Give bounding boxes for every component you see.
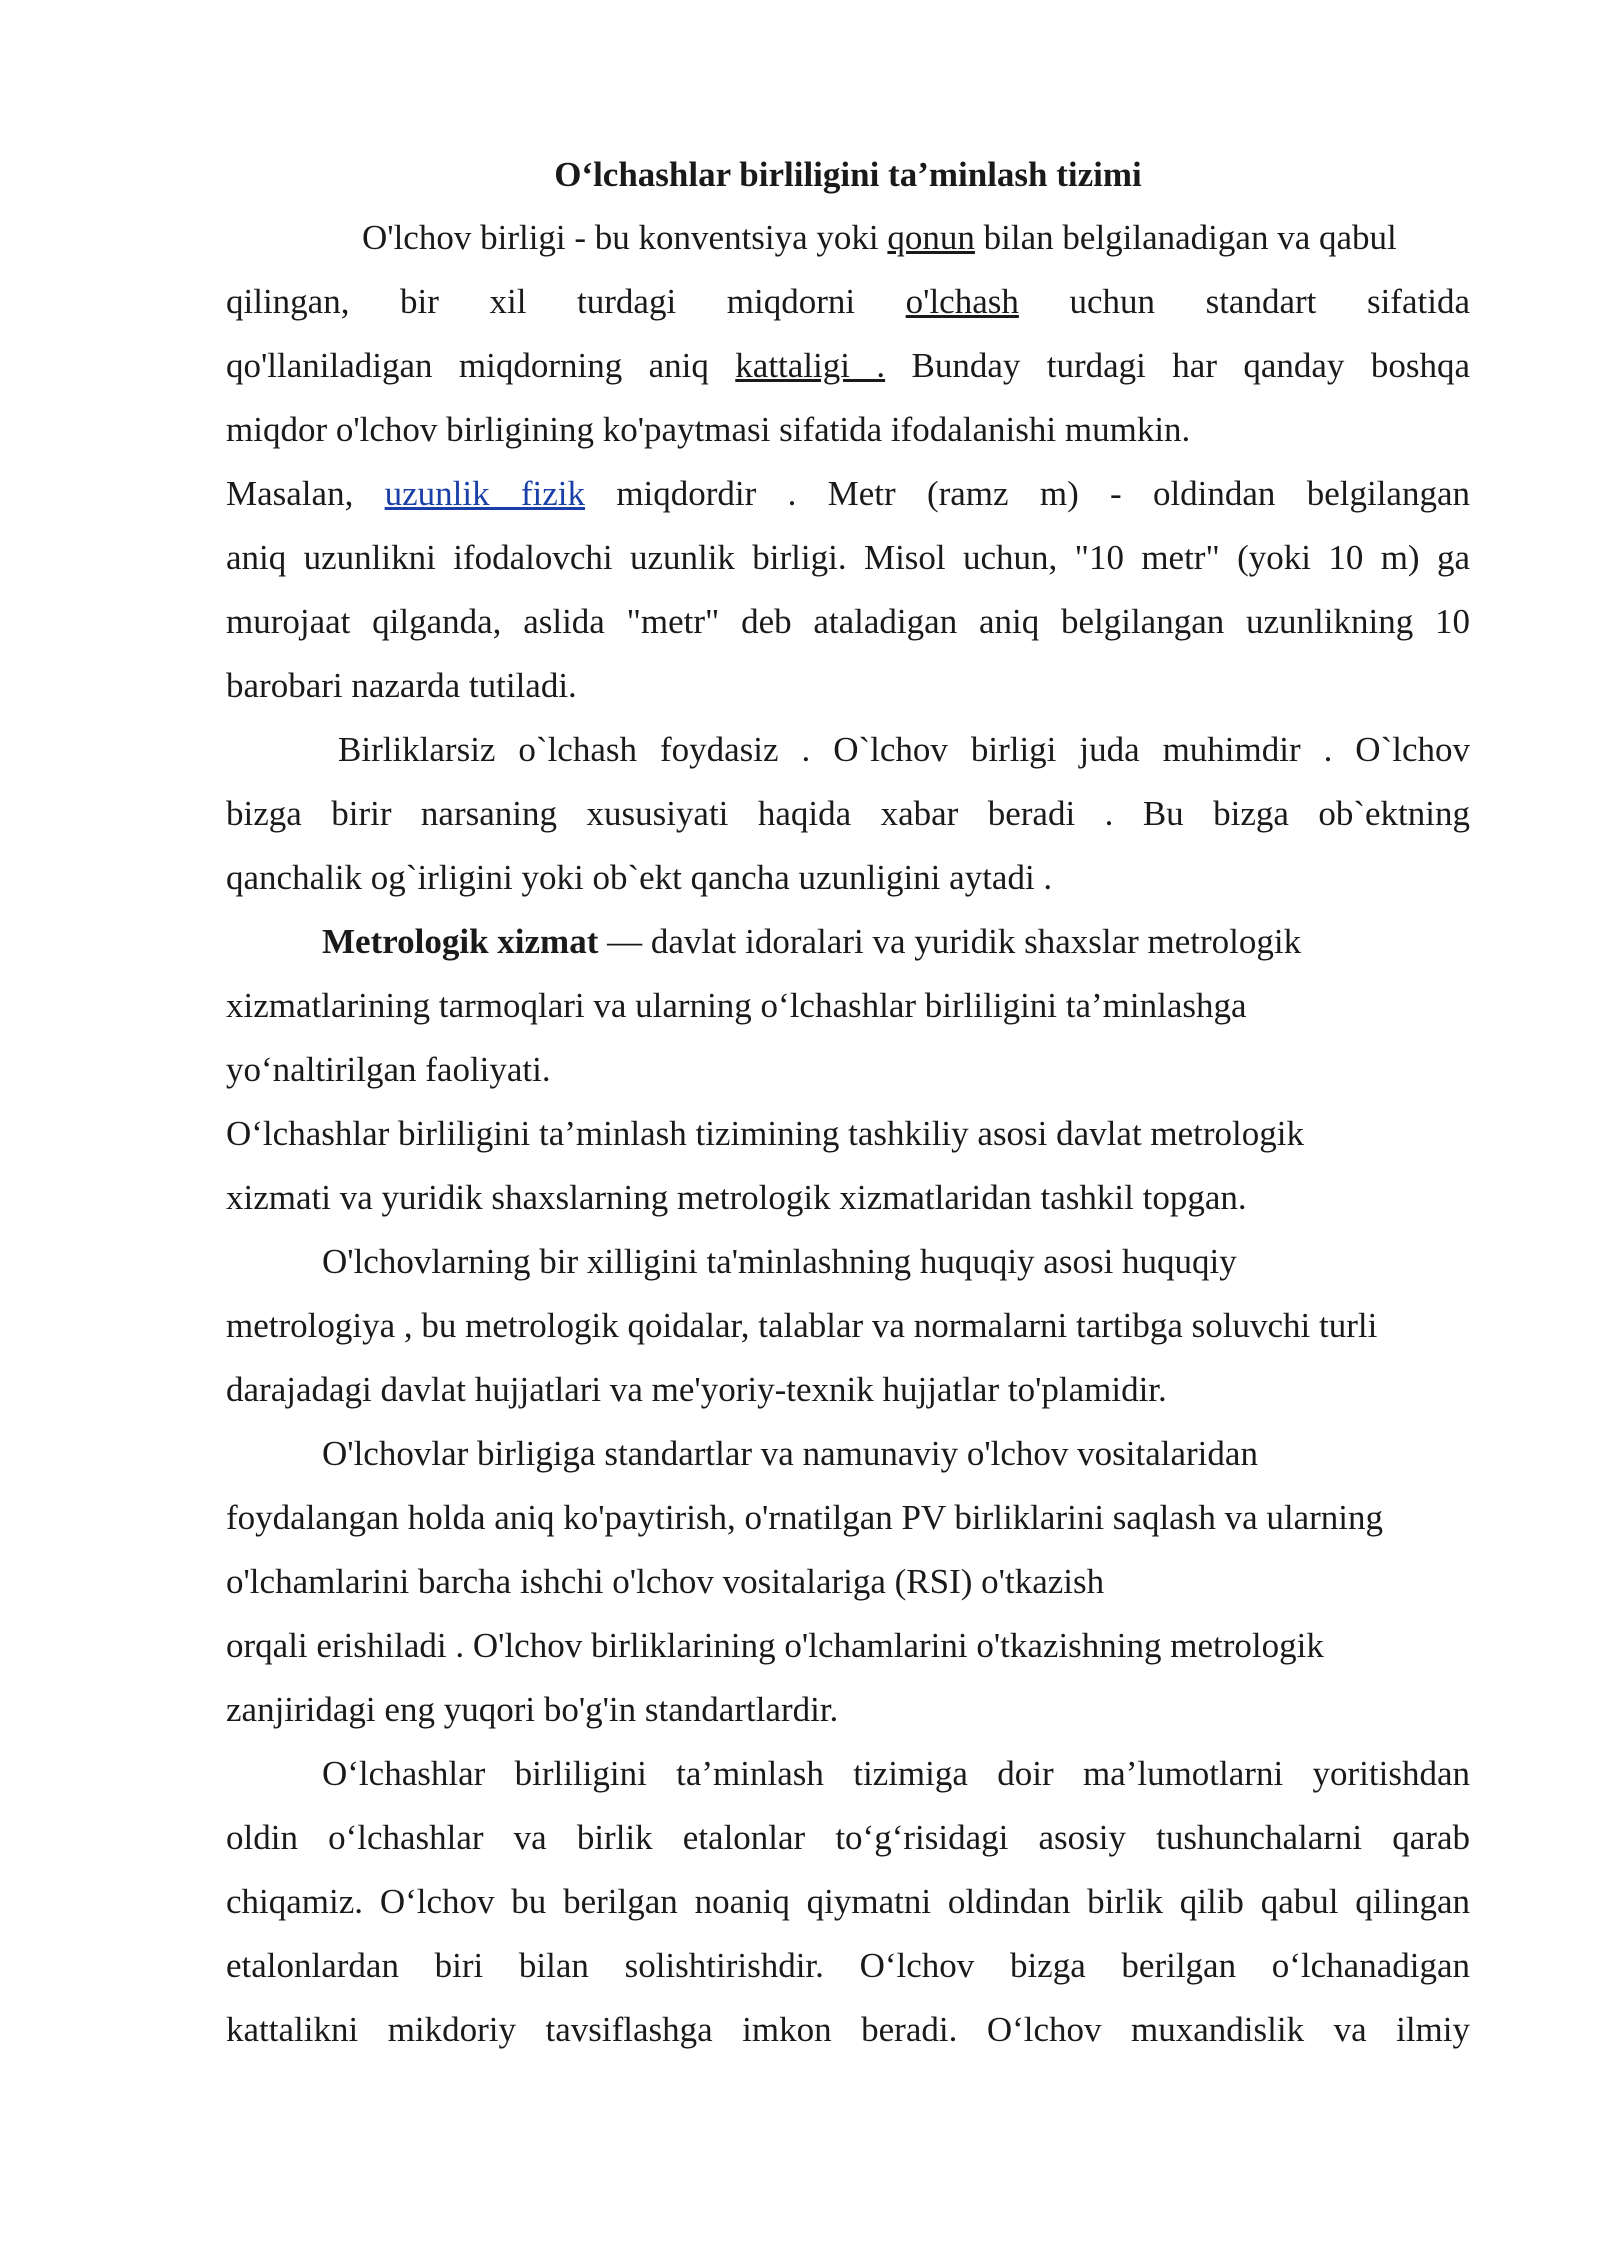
paragraph-7-line-5: zanjiridagi eng yuqori bo'g'in standartlardir. — [226, 1690, 839, 1729]
paragraph-3-line-3: qanchalik og`irligini yoki ob`ekt qancha uzunligini aytadi . — [226, 858, 1053, 897]
paragraph-3-line-2: bizga birir narsaning xususiyati haqida xabar beradi . Bu bizga ob`ektning — [226, 794, 1470, 833]
paragraph-8-line-3: chiqamiz. O‘lchov bu berilgan noaniq qiymatni oldindan birlik qilib qabul qilingan — [226, 1882, 1470, 1921]
bold-term-metrologik-xizmat: Metrologik xizmat — [322, 922, 599, 961]
paragraph-8-line-4: etalonlardan biri bilan solishtirishdir. O‘lchov bizga berilgan o‘lchanadigan — [226, 1946, 1470, 1985]
link-uzunlik-fizik[interactable]: uzunlik fizik — [384, 474, 586, 513]
paragraph-1-line-2: qilingan, bir xil turdagi miqdorni o'lchash uchun standart sifatida — [226, 282, 1470, 321]
paragraph-2-line-4: barobari nazarda tutiladi. — [226, 666, 577, 705]
document-title: O‘lchashlar birliligini ta’minlash tizimi — [554, 155, 1142, 194]
paragraph-3-line-1: Birliklarsiz o`lchash foydasiz . O`lchov birligi juda muhimdir . O`lchov — [338, 730, 1470, 769]
paragraph-5-line-2: xizmati va yuridik shaxslarning metrologik xizmatlaridan tashkil topgan. — [226, 1178, 1247, 1217]
paragraph-8-line-2: oldin o‘lchashlar va birlik etalonlar to‘g‘risidagi asosiy tushunchalarni qarab — [226, 1818, 1470, 1857]
paragraph-4-line-2: xizmatlarining tarmoqlari va ularning o‘lchashlar birliligini ta’minlashga — [226, 986, 1247, 1025]
paragraph-1-line-1: O'lchov birligi - bu konventsiya yoki qonun bilan belgilanadigan va qabul — [362, 218, 1397, 257]
paragraph-4-line-3: yo‘naltirilgan faoliyati. — [226, 1050, 551, 1089]
paragraph-7-line-1: O'lchovlar birligiga standartlar va namunaviy o'lchov vositalaridan — [322, 1434, 1258, 1473]
paragraph-1-line-3: qo'llaniladigan miqdorning aniq kattaligi . Bunday turdagi har qanday boshqa — [226, 346, 1470, 385]
paragraph-6-line-2: metrologiya , bu metrologik qoidalar, talablar va normalarni tartibga soluvchi turli — [226, 1306, 1378, 1345]
underlined-term-olchash: o'lchash — [905, 282, 1019, 321]
paragraph-6-line-1: O'lchovlarning bir xilligini ta'minlashning huquqiy asosi huquqiy — [322, 1242, 1237, 1281]
paragraph-7-line-4: orqali erishiladi . O'lchov birliklarining o'lchamlarini o'tkazishning metrologik — [226, 1626, 1324, 1665]
paragraph-8-line-5: kattalikni mikdoriy tavsiflashga imkon beradi. O‘lchov muxandislik va ilmiy — [226, 2010, 1470, 2049]
paragraph-2-line-1: Masalan, uzunlik fizik miqdordir . Metr (ramz m) - oldindan belgilangan — [226, 474, 1470, 513]
underlined-term-qonun: qonun — [887, 218, 975, 257]
paragraph-7-line-2: foydalangan holda aniq ko'paytirish, o'rnatilgan PV birliklarini saqlash va ularning — [226, 1498, 1383, 1537]
paragraph-7-line-3: o'lchamlarini barcha ishchi o'lchov vositalariga (RSI) o'tkazish — [226, 1562, 1105, 1601]
paragraph-8-line-1: O‘lchashlar birliligini ta’minlash tizimiga doir ma’lumotlarni yoritishdan — [322, 1754, 1470, 1793]
paragraph-1-line-4: miqdor o'lchov birligining ko'paytmasi sifatida ifodalanishi mumkin. — [226, 410, 1191, 449]
underlined-term-kattaligi: kattaligi . — [735, 346, 886, 385]
paragraph-4-line-1: Metrologik xizmat — davlat idoralari va yuridik shaxslar metrologik — [322, 922, 1302, 961]
paragraph-6-line-3: darajadagi davlat hujjatlari va me'yoriy-texnik hujjatlar to'plamidir. — [226, 1370, 1167, 1409]
paragraph-2-line-3: murojaat qilganda, aslida "metr" deb ataladigan aniq belgilangan uzunlikning 10 — [226, 602, 1470, 641]
paragraph-5-line-1: O‘lchashlar birliligini ta’minlash tizimining tashkiliy asosi davlat metrologik — [226, 1114, 1305, 1153]
paragraph-2-line-2: aniq uzunlikni ifodalovchi uzunlik birligi. Misol uchun, "10 metr" (yoki 10 m) ga — [226, 538, 1470, 577]
